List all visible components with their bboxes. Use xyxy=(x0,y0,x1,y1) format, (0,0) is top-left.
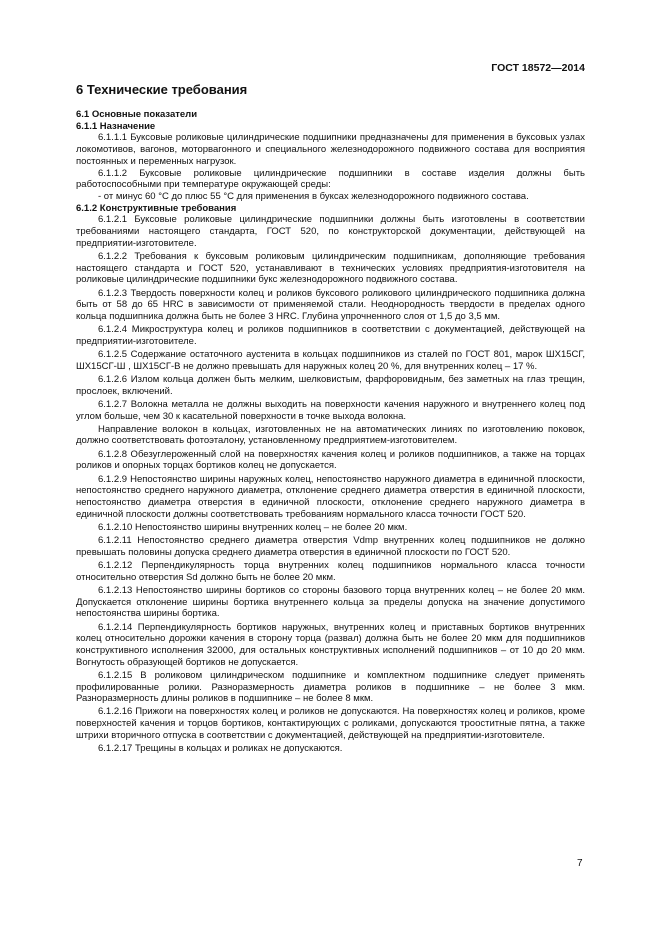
paragraph-6-1-2-10: 6.1.2.10 Непостоянство ширины внутренних колец – не более 20 мкм. xyxy=(98,521,408,533)
paragraph-6-1-2-7-b: Направление волокон в кольцах, изготовленных не на автоматических линиях по изготовлению поковок, должно соответствовать фотоэталону, установленному предприятием-изготовителем. xyxy=(76,423,585,447)
page-number: 7 xyxy=(577,858,583,869)
paragraph-6-1-2-16: 6.1.2.16 Прижоги на поверхностях колец и роликов не допускаются. На поверхностях колец и роликов, кроме поверхностей качения и торцов бортиков, контактирующих с роликами, допускаются трооститные пятна, а также штрихи вторичного отпуска в соответствии с документацией, действующей на предприятии-изготовителе. xyxy=(76,706,585,741)
heading-6-1-2: 6.1.2 Конструктивные требования xyxy=(76,202,237,214)
paragraph-6-1-2-8: 6.1.2.8 Обезуглероженный слой на поверхностях качения колец и роликов подшипников, а также на торцах роликов и опорных торцах бортиков колец не допускается. xyxy=(76,448,585,472)
paragraph-6-1-2-7: 6.1.2.7 Волокна металла не должны выходить на поверхности качения наружного и внутреннего колец под углом больше, чем 30 к касательной поверхности в точке выхода волокна. xyxy=(76,398,585,422)
paragraph-6-1-2-9: 6.1.2.9 Непостоянство ширины наружных колец, непостоянство наружного диаметра в единичной плоскости, непостоянство среднего наружного диаметра, отклонение среднего диаметра отверстия в единичной плоскости, непостоянство диаметра отверстия в единичной плоскости, отклонение среднего наружного диаметра в единичной плоскости должны соответствовать требованиям нормального класса точности ГОСТ 520. xyxy=(76,473,585,520)
paragraph-6-1-2-1: 6.1.2.1 Буксовые роликовые цилиндрические подшипники должны быть изготовлены в соответствии требованиями настоящего стандарта, ГОСТ 520, по конструкторской документации, действующей на предприятии-изготовителе. xyxy=(76,214,585,249)
paragraph-6-1-1-1: 6.1.1.1 Буксовые роликовые цилиндрические подшипники предназначены для применения в буксовых узлах локомотивов, вагонов, моторвагонного и специального железнодорожного подвижного состава для восприятия постоянных и переменных нагрузок. xyxy=(76,132,585,167)
paragraph-6-1-1-2: 6.1.1.2 Буксовые роликовые цилиндрические подшипники в составе изделия должны быть работоспособными при температуре окружающей среды: xyxy=(76,167,585,191)
paragraph-6-1-2-12: 6.1.2.12 Перпендикулярность торца внутренних колец подшипников нормального класса точности относительно отверстия Sd должно быть не более 20 мкм. xyxy=(76,560,585,583)
document-body xyxy=(76,109,585,755)
paragraph-6-1-2-2: 6.1.2.2 Требования к буксовым роликовым цилиндрическим подшипникам, дополняющие требования настоящего стандарта и ГОСТ 520, устанавливают в технических условиях предприятия-изготовителя на роликовые цилиндрические подшипники букс железнодорожного подвижного состава. xyxy=(76,250,585,286)
paragraph-6-1-2-6: 6.1.2.6 Излом кольца должен быть мелким, шелковистым, фарфоровидным, без заметных на глаз трещин, прослоек, включений. xyxy=(76,373,585,397)
heading-6-1-1: 6.1.1 Назначение xyxy=(76,120,156,132)
paragraph-6-1-2-11: 6.1.2.11 Непостоянство среднего диаметра отверстия Vdmp внутренних колец подшипников не должно превышать половины допуска среднего диаметра отверстия в единичной плоскости по ГОСТ 520. xyxy=(76,535,585,558)
paragraph-6-1-2-3: 6.1.2.3 Твердость поверхности колец и роликов буксового роликового цилиндрического подшипника должна быть от 58 до 65 HRC в зависимости от применяемой стали. Неоднородность твердости в пределах одного кольца подшипника должна быть не более 3 HRC. Глубина упрочненного слоя от 1,5 до 3,5 мм. xyxy=(76,287,585,322)
standard-header: ГОСТ 18572—2014 xyxy=(491,62,585,74)
section-title: 6 Технические требования xyxy=(76,82,248,97)
paragraph-6-1-2-5: 6.1.2.5 Содержание остаточного аустенита в кольцах подшипников из сталей по ГОСТ 801, марок ШХ15СГ, ШХ15СГ-Ш , ШХ15СГ-В не должно превышать для наружных колец 20 %, для внутренних колец – 17 %. xyxy=(76,349,585,372)
paragraph-6-1-2-17: 6.1.2.17 Трещины в кольцах и роликах не допускаются. xyxy=(98,743,343,755)
paragraph-6-1-2-4: 6.1.2.4 Микроструктура колец и роликов подшипников в соответствии с документацией, действующей на предприятии-изготовителе. xyxy=(76,324,585,347)
paragraph-6-1-1-2-list: - от минус 60 °С до плюс 55 °С для применения в буксах железнодорожного подвижного состава. xyxy=(98,190,529,202)
paragraph-6-1-2-14: 6.1.2.14 Перпендикулярность бортиков наружных, внутренних колец и приставных бортиков внутренних колец относительно дорожки качения в сторону торца (развал) должна быть не более 20 мкм для подшипников конструктивного исполнения 32000, для остальных конструктивных исполнений подшипников – от 10 до 20 мкм. Вогнутость образующей бортиков не допускается. xyxy=(76,621,585,668)
paragraph-6-1-2-13: 6.1.2.13 Непостоянство ширины бортиков со стороны базового торца внутренних колец – не более 20 мкм. Допускается отклонение ширины бортика внутреннего кольца за пределы допуска на значение допустимого непостоянства ширины бортика. xyxy=(76,584,585,620)
heading-6-1: 6.1 Основные показатели xyxy=(76,109,198,120)
paragraph-6-1-2-15: 6.1.2.15 В роликовом цилиндрическом подшипнике и комплектном подшипнике следует применять профилированные ролики. Разноразмерность диаметра роликов в подшипнике – не более 3 мкм. Разноразмерность длины роликов в подшипнике – не более 8 мкм. xyxy=(76,669,585,705)
